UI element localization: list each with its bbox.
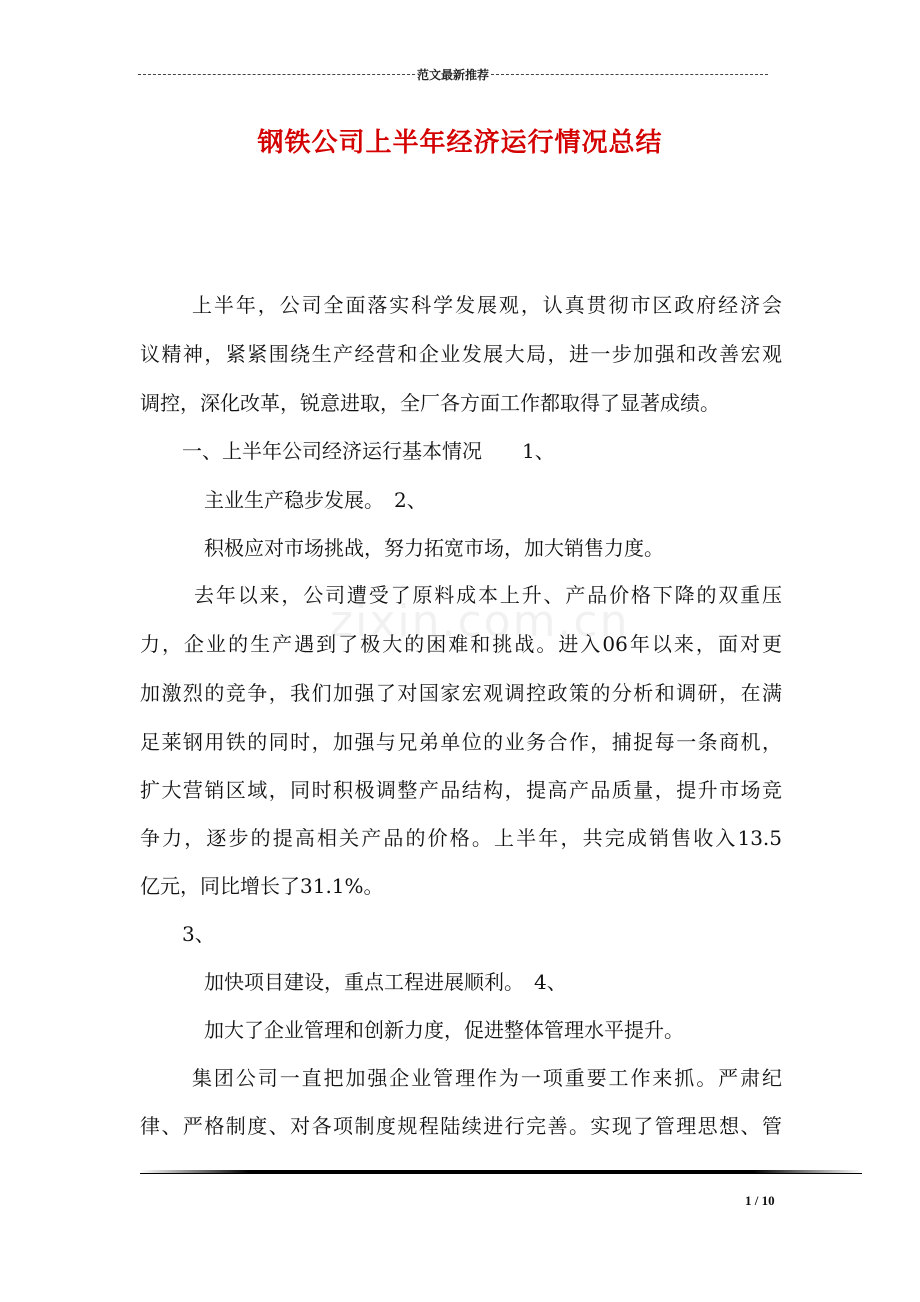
- paragraph-line: 议精神，紧紧围绕生产经营和企业发展大局，进一步加强和改善宏观: [140, 342, 782, 366]
- paragraph-line: 上半年，公司全面落实科学发展观，认真贯彻市区政府经济会: [192, 293, 782, 317]
- paragraph-line: 加激烈的竞争，我们加强了对国家宏观调控政策的分析和调研，在满: [140, 681, 782, 705]
- subsection-heading: 加快项目建设，重点工程进展顺利。 4、: [204, 970, 567, 994]
- page-header: [138, 66, 768, 83]
- paragraph-line: 律、严格制度、对各项制度规程陆续进行完善。实现了管理思想、管: [140, 1114, 782, 1138]
- paragraph-line: 集团公司一直把加强企业管理作为一项重要工作来抓。严肃纪: [192, 1066, 782, 1090]
- subsection-heading: 主业生产稳步发展。 2、: [204, 488, 427, 512]
- header-dash-left: [138, 74, 415, 75]
- header-label: 范文最新推荐: [417, 68, 490, 82]
- subsection-heading: 加大了企业管理和创新力度，促进整体管理水平提升。: [204, 1018, 684, 1042]
- paragraph-line: 调控，深化改革，锐意进取，全厂各方面工作都取得了显著成绩。: [140, 391, 720, 415]
- section-heading: 一、上半年公司经济运行基本情况 1、: [182, 439, 555, 463]
- paragraph-line: 去年以来，公司遭受了原料成本上升、产品价格下降的双重压: [194, 583, 782, 607]
- subsection-heading: 积极应对市场挑战，努力拓宽市场，加大销售力度。: [204, 536, 664, 560]
- footer-rule-thin: [140, 1173, 862, 1174]
- paragraph-line: 足莱钢用铁的同时，加强与兄弟单位的业务合作，捕捉每一条商机，: [140, 730, 782, 754]
- document-title: 钢铁公司上半年经济运行情况总结: [257, 128, 663, 158]
- paragraph-line: 亿元，同比增长了31.1%。: [140, 874, 384, 898]
- watermark: zixin.com.cn: [330, 596, 630, 647]
- page-number: 1 / 10: [745, 1193, 775, 1208]
- header-dash-right: [491, 74, 768, 75]
- paragraph-line: 争力，逐步的提高相关产品的价格。上半年，共完成销售收入13.5: [140, 826, 782, 850]
- paragraph-line: 力，企业的生产遇到了极大的困难和挑战。进入06年以来，面对更: [140, 632, 782, 656]
- subsection-heading: 3、: [182, 922, 215, 946]
- paragraph-line: 扩大营销区域，同时积极调整产品结构，提高产品质量，提升市场竞: [140, 778, 782, 802]
